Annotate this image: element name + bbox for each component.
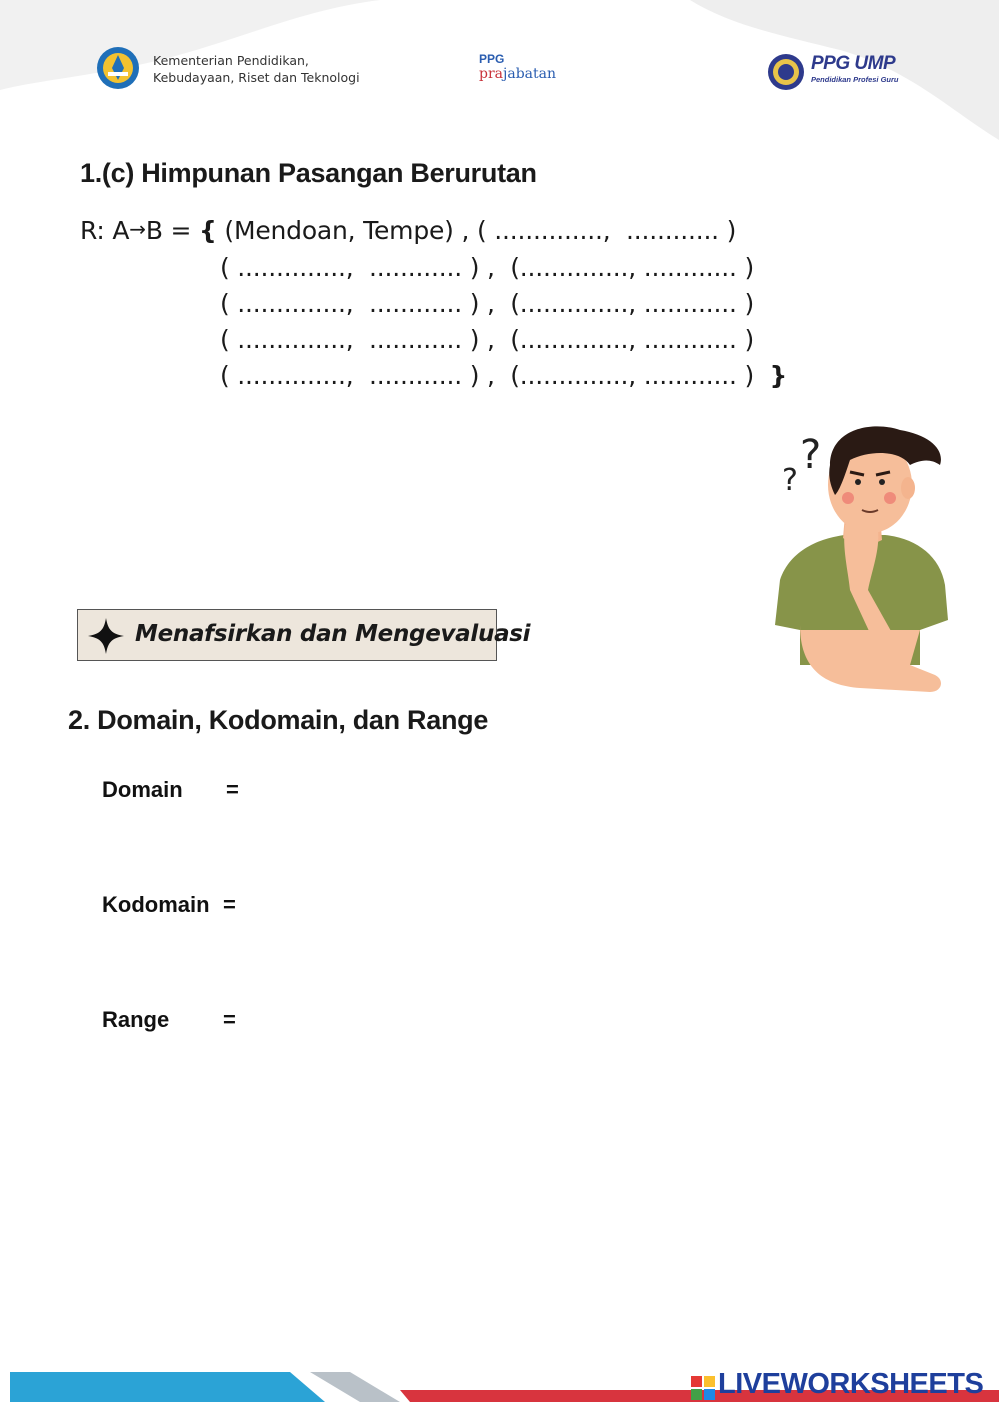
section2-heading: 2. Domain, Kodomain, dan Range (68, 705, 489, 735)
badge-label: Menafsirkan dan Mengevaluasi (135, 621, 531, 647)
first-pair: (Mendoan, Tempe) , ( .............., ............ ) (216, 216, 737, 245)
ppg-pra-text: pra (479, 66, 504, 82)
liveworksheets-logo-icon (691, 1376, 715, 1400)
range-equals: = (223, 1007, 236, 1032)
ump-subtitle: Pendidikan Profesi Guru (811, 75, 899, 84)
ump-emblem-icon (767, 53, 805, 91)
ppg-logo-top: PPG (479, 52, 505, 66)
relation-blank-row[interactable]: ( .............., ............ ) , (.............., ............ ) (220, 253, 755, 282)
domain-label: Domain (102, 777, 183, 802)
close-brace: } (769, 361, 788, 390)
section1-heading: 1.(c) Himpunan Pasangan Berurutan (80, 158, 537, 188)
relation-prefix: R: A (80, 216, 130, 245)
skill-badge (77, 609, 531, 661)
open-brace: { (199, 216, 217, 245)
ump-title: PPG UMP (811, 53, 896, 74)
liveworksheets-brand[interactable]: LIVEWORKSHEETS (718, 1368, 984, 1400)
sparkle-star-icon (88, 618, 124, 654)
thinking-person-illustration (760, 420, 960, 720)
domain-equals: = (226, 777, 239, 802)
kodomain-label: Kodomain (102, 892, 210, 917)
arrow-right-icon: → (129, 217, 146, 241)
relation-first-row (80, 216, 736, 245)
relation-blank-row[interactable]: ( .............., ............ ) , (.............., ............ ) (220, 325, 755, 354)
ppg-jabatan-text: jabatan (503, 66, 557, 82)
range-label: Range (102, 1007, 170, 1032)
kodomain-equals: = (223, 892, 236, 917)
relation-blank-row-last[interactable] (220, 361, 787, 390)
ministry-line-1: Kementerian Pendidikan, (153, 53, 309, 68)
ministry-name (153, 52, 360, 86)
ppg-prajabatan-logo (479, 66, 556, 82)
svg-text:?: ? (800, 432, 822, 478)
ministry-line-2: Kebudayaan, Riset dan Teknologi (153, 70, 360, 85)
kemendikbud-logo-icon (96, 46, 140, 90)
svg-text:?: ? (782, 463, 798, 498)
relation-blank-pairs[interactable]: ( .............., ............ ) , (.............., ............ ) (220, 361, 755, 390)
relation-blank-row[interactable]: ( .............., ............ ) , (.............., ............ ) (220, 289, 755, 318)
relation-target: B = (145, 216, 200, 245)
